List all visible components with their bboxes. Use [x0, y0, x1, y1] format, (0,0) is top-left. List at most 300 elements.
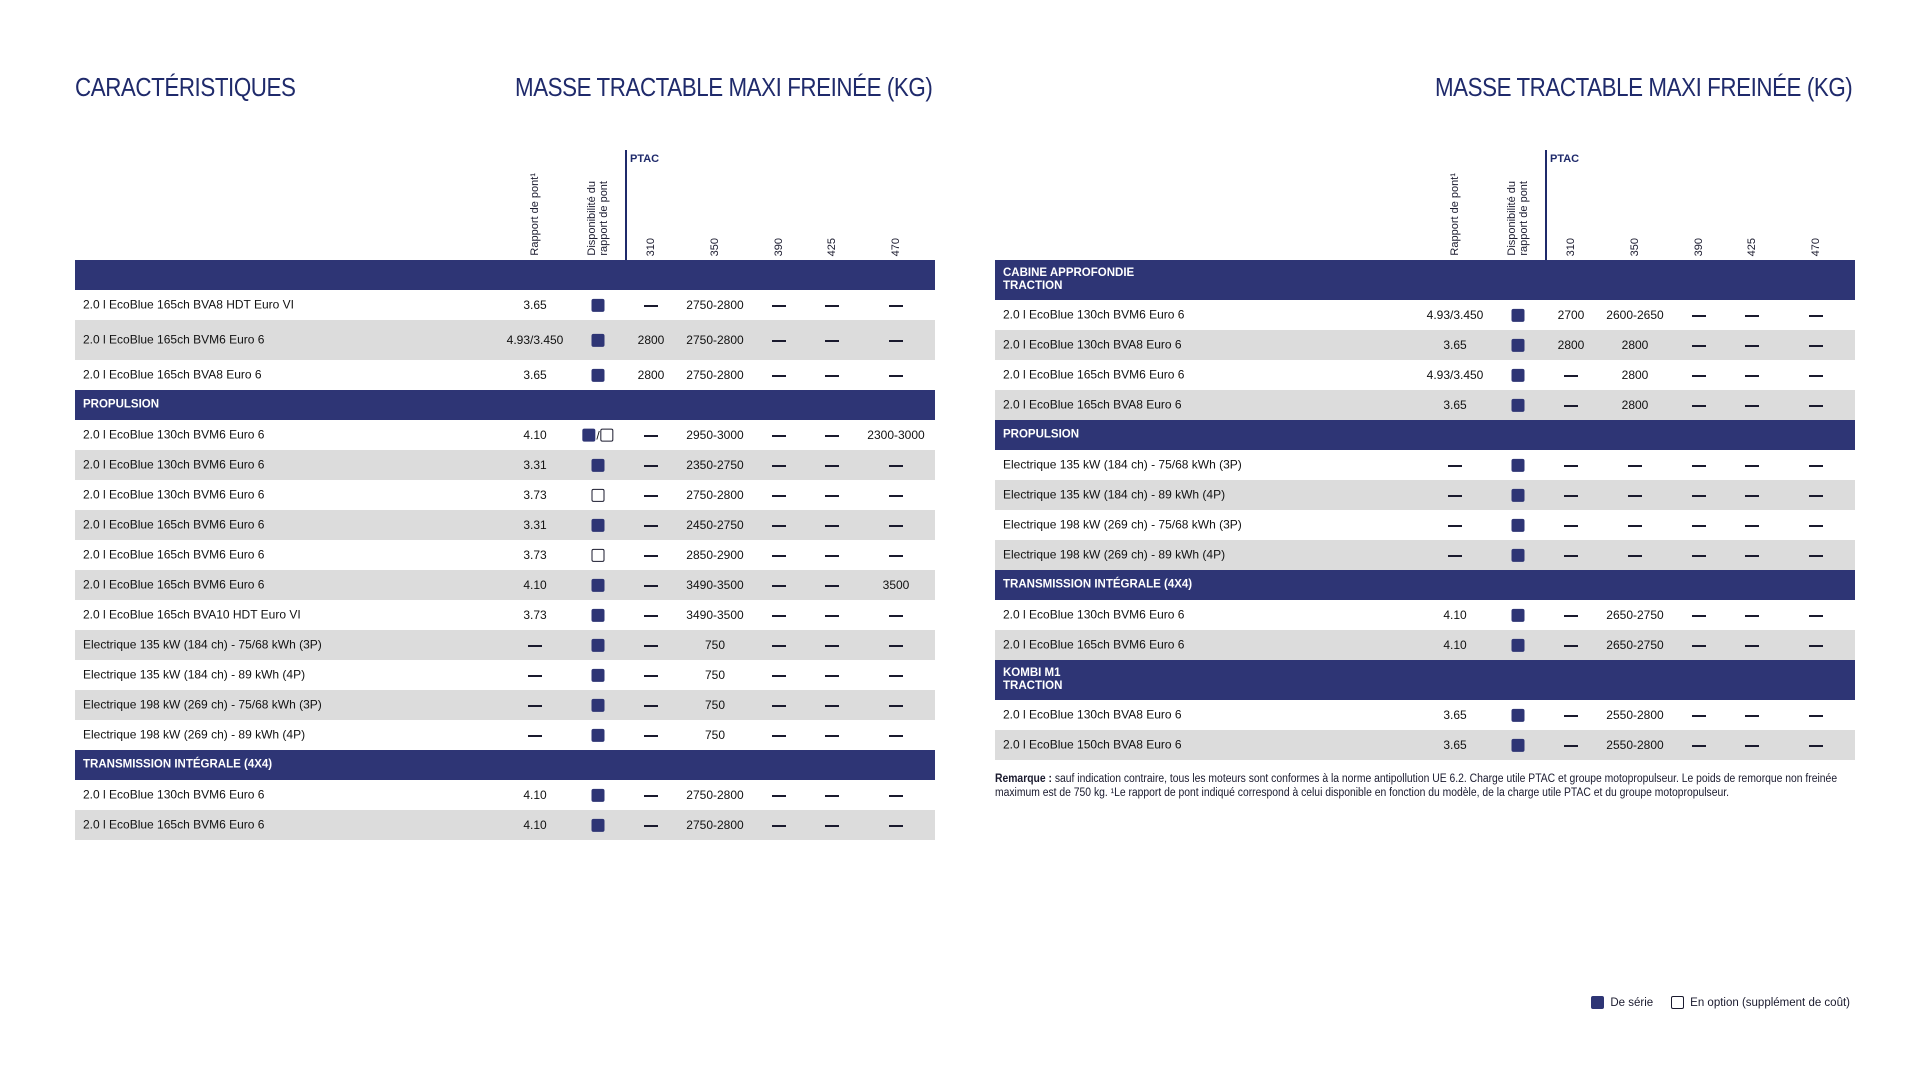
rapport-value: 3.73 — [523, 608, 547, 622]
dash-mark — [825, 645, 839, 647]
ptac-value — [1692, 398, 1706, 412]
dash-mark — [1628, 465, 1642, 467]
filled-square-icon — [1512, 399, 1525, 412]
engine-label: 2.0 l EcoBlue 130ch BVM6 Euro 6 — [83, 457, 265, 472]
table-row — [75, 570, 935, 600]
dispo-header — [585, 156, 611, 256]
engine-label: 2.0 l EcoBlue 165ch BVM6 Euro 6 — [1003, 637, 1185, 652]
ptac-value: 3490-3500 — [686, 578, 744, 592]
table-row — [995, 730, 1855, 760]
ptac-value — [1692, 518, 1706, 532]
dash-mark — [1692, 465, 1706, 467]
dash-mark — [1564, 375, 1578, 377]
ptac-value — [1809, 638, 1823, 652]
ptac-value — [1564, 738, 1578, 752]
ptac-column-header — [883, 156, 909, 256]
dash-mark — [1692, 555, 1706, 557]
rapport-value: 3.65 — [1443, 738, 1467, 752]
ptac-value — [644, 638, 658, 652]
rapport-value: 4.93/3.450 — [1426, 368, 1484, 382]
dash-mark — [1564, 465, 1578, 467]
empty-square-icon — [592, 489, 605, 502]
ptac-divider — [625, 150, 627, 260]
dash-mark — [644, 645, 658, 647]
dash-mark — [644, 495, 658, 497]
ptac-value — [644, 488, 658, 502]
ptac-value — [825, 608, 839, 622]
table-row — [75, 720, 935, 750]
section-label: CABINE APPROFONDIE TRACTION — [1003, 267, 1135, 292]
ptac-value — [772, 608, 786, 622]
table-row — [75, 630, 935, 660]
ptac-value — [1564, 518, 1578, 532]
engine-label: 2.0 l EcoBlue 150ch BVA8 Euro 6 — [1003, 737, 1182, 752]
ptac-value: 3500 — [882, 578, 910, 592]
engine-label: 2.0 l EcoBlue 165ch BVM6 Euro 6 — [83, 577, 265, 592]
filled-square-icon — [1512, 609, 1525, 622]
engine-label: 2.0 l EcoBlue 130ch BVA8 Euro 6 — [1003, 707, 1182, 722]
rapport-value: 3.65 — [1443, 398, 1467, 412]
dash-mark — [1745, 555, 1759, 557]
ptac-value — [1809, 368, 1823, 382]
filled-square-icon — [592, 519, 605, 532]
dispo-indicator — [592, 698, 605, 712]
ptac-value — [889, 788, 903, 802]
dash-mark — [1564, 495, 1578, 497]
ptac-value — [1745, 518, 1759, 532]
dispo-cell — [592, 638, 605, 652]
ptac-value — [1745, 368, 1759, 382]
ptac-value — [772, 458, 786, 472]
ptac-value — [1628, 548, 1642, 562]
dash-mark — [1448, 495, 1462, 497]
dash-mark — [1448, 465, 1462, 467]
dash-mark — [889, 465, 903, 467]
ptac-value — [1692, 738, 1706, 752]
dispo-indicator — [592, 608, 605, 622]
ptac-value — [1564, 488, 1578, 502]
ptac-value — [1745, 738, 1759, 752]
dash-mark — [1692, 345, 1706, 347]
ptac-column-header — [819, 156, 845, 256]
dispo-indicator — [592, 578, 605, 592]
engine-label: 2.0 l EcoBlue 130ch BVA8 Euro 6 — [1003, 337, 1182, 352]
table-row — [995, 300, 1855, 330]
rapport-value — [528, 698, 542, 712]
ptac-value — [825, 638, 839, 652]
ptac-column-label: 470 — [890, 237, 902, 256]
ptac-value: 2750-2800 — [686, 818, 744, 832]
dash-mark — [1809, 715, 1823, 717]
ptac-value — [889, 608, 903, 622]
dash-mark — [889, 795, 903, 797]
dash-mark — [772, 735, 786, 737]
ptac-value — [1745, 458, 1759, 472]
rapport-value: 4.93/3.450 — [1426, 308, 1484, 322]
table-row — [995, 600, 1855, 630]
engine-label: Electrique 135 kW (184 ch) - 75/68 kWh (3P) — [83, 637, 322, 652]
dash-mark — [644, 825, 658, 827]
engine-label: 2.0 l EcoBlue 165ch BVM6 Euro 6 — [83, 547, 265, 562]
ptac-value — [772, 518, 786, 532]
filled-square-icon — [1512, 489, 1525, 502]
ptac-value — [1809, 398, 1823, 412]
dispo-indicator — [1512, 338, 1525, 352]
rapport-value: 3.65 — [523, 298, 547, 312]
ptac-value — [1809, 488, 1823, 502]
ptac-label: PTAC — [1550, 153, 1580, 165]
ptac-value — [1809, 308, 1823, 322]
filled-square-icon — [592, 459, 605, 472]
ptac-value — [1564, 398, 1578, 412]
ptac-value — [889, 298, 903, 312]
dispo-indicator — [592, 298, 605, 312]
filled-square-icon — [592, 334, 605, 347]
ptac-value — [889, 488, 903, 502]
right-masse-title: MASSE TRACTABLE MAXI FREINÉE (KG) — [1434, 72, 1852, 102]
dispo-cell — [1512, 708, 1525, 722]
dash-mark — [1564, 715, 1578, 717]
ptac-column-header — [1739, 156, 1765, 256]
ptac-value — [825, 518, 839, 532]
slash-separator: / — [596, 428, 600, 443]
dash-mark — [772, 305, 786, 307]
ptac-value — [1628, 458, 1642, 472]
engine-label: Electrique 135 kW (184 ch) - 89 kWh (4P) — [1003, 487, 1226, 502]
ptac-column-header — [1803, 156, 1829, 256]
dash-mark — [1745, 315, 1759, 317]
rapport-value — [1448, 548, 1462, 562]
section-header — [995, 660, 1855, 700]
dispo-cell — [1512, 738, 1525, 752]
ptac-value — [1745, 638, 1759, 652]
dash-mark — [772, 795, 786, 797]
ptac-value: 2450-2750 — [686, 518, 744, 532]
engine-label: 2.0 l EcoBlue 130ch BVM6 Euro 6 — [83, 787, 265, 802]
table-row — [995, 330, 1855, 360]
ptac-value: 2800 — [1621, 338, 1649, 352]
table-header — [75, 150, 935, 260]
dash-mark — [1745, 465, 1759, 467]
dash-mark — [1628, 525, 1642, 527]
rapport-value: 4.10 — [523, 428, 547, 442]
engine-label: 2.0 l EcoBlue 130ch BVM6 Euro 6 — [1003, 307, 1185, 322]
ptac-value — [889, 698, 903, 712]
ptac-value: 2750-2800 — [686, 298, 744, 312]
rapport-value: 3.73 — [523, 488, 547, 502]
dispo-indicator — [592, 638, 605, 652]
dash-mark — [889, 525, 903, 527]
dash-mark — [1564, 615, 1578, 617]
rapport-header — [522, 156, 548, 256]
ptac-value: 2350-2750 — [686, 458, 744, 472]
rapport-value: 4.93/3.450 — [506, 333, 564, 347]
ptac-value — [889, 368, 903, 382]
legend — [1591, 996, 1850, 1009]
ptac-value: 2750-2800 — [686, 333, 744, 347]
dash-mark — [889, 375, 903, 377]
dash-mark — [772, 555, 786, 557]
ptac-value — [825, 333, 839, 347]
ptac-value — [1564, 548, 1578, 562]
ptac-value — [1809, 518, 1823, 532]
dash-mark — [1692, 525, 1706, 527]
dispo-indicator — [592, 548, 605, 562]
section-label: PROPULSION — [83, 398, 160, 411]
ptac-column-label: 310 — [645, 237, 657, 256]
table-row — [75, 780, 935, 810]
filled-square-icon — [1512, 549, 1525, 562]
ptac-value — [825, 818, 839, 832]
ptac-value — [644, 428, 658, 442]
dash-mark — [1692, 375, 1706, 377]
filled-square-icon — [592, 819, 605, 832]
rapport-value — [528, 728, 542, 742]
ptac-value — [644, 818, 658, 832]
filled-square-icon — [592, 639, 605, 652]
dash-mark — [825, 305, 839, 307]
dash-mark — [889, 615, 903, 617]
filled-square-icon — [592, 789, 605, 802]
dispo-indicator — [1512, 738, 1525, 752]
empty-square-icon — [592, 549, 605, 562]
dash-mark — [1809, 615, 1823, 617]
dispo-cell — [592, 458, 605, 472]
dash-mark — [1809, 465, 1823, 467]
dash-mark — [1745, 345, 1759, 347]
dash-mark — [889, 675, 903, 677]
dash-mark — [772, 495, 786, 497]
rapport-value — [1448, 518, 1462, 532]
table-row — [75, 290, 935, 320]
dispo-cell — [1512, 608, 1525, 622]
dispo-indicator — [1512, 488, 1525, 502]
engine-label: 2.0 l EcoBlue 165ch BVM6 Euro 6 — [1003, 367, 1185, 382]
dash-mark — [1564, 645, 1578, 647]
empty-square-icon — [1671, 996, 1684, 1009]
dash-mark — [644, 525, 658, 527]
legend-standard-label: De série — [1610, 996, 1654, 1009]
dispo-indicator — [592, 668, 605, 682]
dispo-indicator — [592, 458, 605, 472]
ptac-value: 750 — [704, 668, 726, 682]
rapport-value: 4.10 — [1443, 638, 1467, 652]
dash-mark — [1809, 405, 1823, 407]
ptac-value — [1564, 458, 1578, 472]
dash-mark — [772, 525, 786, 527]
legend-option-label: En option (supplément de coût) — [1690, 996, 1850, 1009]
dispo-indicator — [1512, 708, 1525, 722]
dash-mark — [1745, 715, 1759, 717]
ptac-value — [644, 548, 658, 562]
ptac-value — [1692, 458, 1706, 472]
ptac-value — [1564, 638, 1578, 652]
dash-mark — [1745, 495, 1759, 497]
dispo-cell — [592, 548, 605, 562]
table-row — [995, 480, 1855, 510]
table-row — [995, 630, 1855, 660]
rapport-value — [1448, 458, 1462, 472]
dispo-cell — [592, 728, 605, 742]
engine-label: 2.0 l EcoBlue 165ch BVA8 Euro 6 — [1003, 397, 1182, 412]
ptac-column-header — [1686, 156, 1712, 256]
dash-mark — [1809, 315, 1823, 317]
dash-mark — [825, 435, 839, 437]
engine-label: 2.0 l EcoBlue 130ch BVM6 Euro 6 — [83, 487, 265, 502]
dispo-cell — [1512, 518, 1525, 532]
dash-mark — [1745, 615, 1759, 617]
rapport-header-label: Rapport de pont¹ — [1449, 173, 1461, 256]
ptac-value — [1564, 368, 1578, 382]
dash-mark — [1448, 555, 1462, 557]
dispo-cell — [1512, 308, 1525, 322]
ptac-value: 2300-3000 — [867, 428, 925, 442]
ptac-value — [772, 333, 786, 347]
engine-label: 2.0 l EcoBlue 165ch BVA8 HDT Euro VI — [83, 297, 295, 312]
rapport-value: 4.10 — [523, 788, 547, 802]
engine-label: Electrique 198 kW (269 ch) - 75/68 kWh (3P) — [1003, 517, 1242, 532]
dispo-cell — [592, 298, 605, 312]
dispo-indicator — [1512, 518, 1525, 532]
dash-mark — [644, 705, 658, 707]
engine-label: 2.0 l EcoBlue 165ch BVM6 Euro 6 — [83, 332, 265, 347]
table-row — [75, 480, 935, 510]
ptac-value — [1809, 708, 1823, 722]
ptac-value — [1809, 738, 1823, 752]
rapport-value: 4.10 — [523, 578, 547, 592]
left-masse-title: MASSE TRACTABLE MAXI FREINÉE (KG) — [515, 72, 933, 102]
dispo-cell — [592, 698, 605, 712]
ptac-value: 2650-2750 — [1606, 638, 1664, 652]
dash-mark — [1448, 525, 1462, 527]
rapport-value: 4.10 — [523, 818, 547, 832]
ptac-value — [889, 668, 903, 682]
dispo-cell — [592, 788, 605, 802]
rapport-value: 3.31 — [523, 518, 547, 532]
dash-mark — [1564, 525, 1578, 527]
ptac-value — [1692, 338, 1706, 352]
ptac-divider — [1545, 150, 1547, 260]
dash-mark — [772, 645, 786, 647]
ptac-value — [644, 458, 658, 472]
ptac-column-header — [702, 156, 728, 256]
ptac-value — [1692, 638, 1706, 652]
dash-mark — [1809, 345, 1823, 347]
ptac-value — [1745, 708, 1759, 722]
dash-mark — [644, 465, 658, 467]
dispo-cell — [592, 578, 605, 592]
remark-text: sauf indication contraire, tous les moteurs sont conformes à la norme antipollution UE 6.2. Charge utile PTAC et groupe motopropulseur. Le poids de remorque non freinée maximum est de 750 kg. ¹Le rapport de pont indiqué correspond à celui disponible en fonction du modèle, de la charge utile PTAC et du groupe motopropulseur. — [995, 773, 1838, 799]
filled-square-icon — [592, 609, 605, 622]
dash-mark — [644, 735, 658, 737]
ptac-value — [825, 298, 839, 312]
dash-mark — [825, 495, 839, 497]
dash-mark — [644, 675, 658, 677]
table-row — [75, 320, 935, 360]
dash-mark — [825, 675, 839, 677]
table-row — [995, 360, 1855, 390]
ptac-value — [1809, 608, 1823, 622]
ptac-value: 2750-2800 — [686, 368, 744, 382]
ptac-value — [1692, 708, 1706, 722]
dash-mark — [825, 705, 839, 707]
ptac-value — [1745, 398, 1759, 412]
table-row — [995, 510, 1855, 540]
ptac-value — [825, 788, 839, 802]
ptac-value — [772, 578, 786, 592]
ptac-value: 2550-2800 — [1606, 708, 1664, 722]
section-label: KOMBI M1 TRACTION — [1003, 667, 1063, 692]
dash-mark — [825, 615, 839, 617]
ptac-column-header — [766, 156, 792, 256]
ptac-value — [772, 788, 786, 802]
dash-mark — [825, 825, 839, 827]
engine-label: 2.0 l EcoBlue 165ch BVM6 Euro 6 — [83, 817, 265, 832]
dash-mark — [528, 645, 542, 647]
rapport-value: 4.10 — [1443, 608, 1467, 622]
dash-mark — [644, 615, 658, 617]
ptac-value — [644, 788, 658, 802]
dispo-cell — [1512, 638, 1525, 652]
ptac-value: 2950-3000 — [686, 428, 744, 442]
ptac-value: 2750-2800 — [686, 488, 744, 502]
ptac-value — [1745, 338, 1759, 352]
ptac-value — [1745, 488, 1759, 502]
dispo-indicator — [592, 518, 605, 532]
dispo-indicator — [592, 818, 605, 832]
filled-square-icon — [1512, 709, 1525, 722]
dash-mark — [889, 495, 903, 497]
engine-label: Electrique 135 kW (184 ch) - 89 kWh (4P) — [83, 667, 306, 682]
dispo-cell — [1512, 398, 1525, 412]
section-header — [75, 260, 935, 290]
ptac-value: 2800 — [1557, 338, 1585, 352]
remark-note — [995, 772, 1855, 800]
ptac-value — [825, 578, 839, 592]
engine-label: 2.0 l EcoBlue 165ch BVM6 Euro 6 — [83, 517, 265, 532]
dispo-indicator — [1512, 638, 1525, 652]
ptac-value: 2800 — [637, 368, 665, 382]
table-row — [995, 700, 1855, 730]
ptac-value: 2800 — [1621, 368, 1649, 382]
dash-mark — [644, 305, 658, 307]
ptac-value — [772, 548, 786, 562]
table-row — [995, 540, 1855, 570]
dash-mark — [1809, 525, 1823, 527]
ptac-value — [1564, 708, 1578, 722]
ptac-column-label: 390 — [773, 237, 785, 256]
dispo-cell — [592, 668, 605, 682]
section-header — [995, 570, 1855, 600]
dispo-cell — [582, 428, 613, 443]
dash-mark — [825, 465, 839, 467]
dash-mark — [772, 585, 786, 587]
ptac-value — [825, 368, 839, 382]
rapport-value: 3.65 — [523, 368, 547, 382]
ptac-column-label: 350 — [1629, 237, 1641, 256]
dispo-indicator — [592, 333, 605, 347]
engine-label: Electrique 198 kW (269 ch) - 75/68 kWh (3P) — [83, 697, 322, 712]
dispo-cell — [1512, 458, 1525, 472]
ptac-value — [889, 548, 903, 562]
engine-label: 2.0 l EcoBlue 130ch BVM6 Euro 6 — [83, 427, 265, 442]
dash-mark — [528, 675, 542, 677]
ptac-value — [825, 428, 839, 442]
dash-mark — [1628, 555, 1642, 557]
ptac-value — [772, 668, 786, 682]
ptac-column-label: 425 — [826, 237, 838, 256]
ptac-value — [825, 488, 839, 502]
